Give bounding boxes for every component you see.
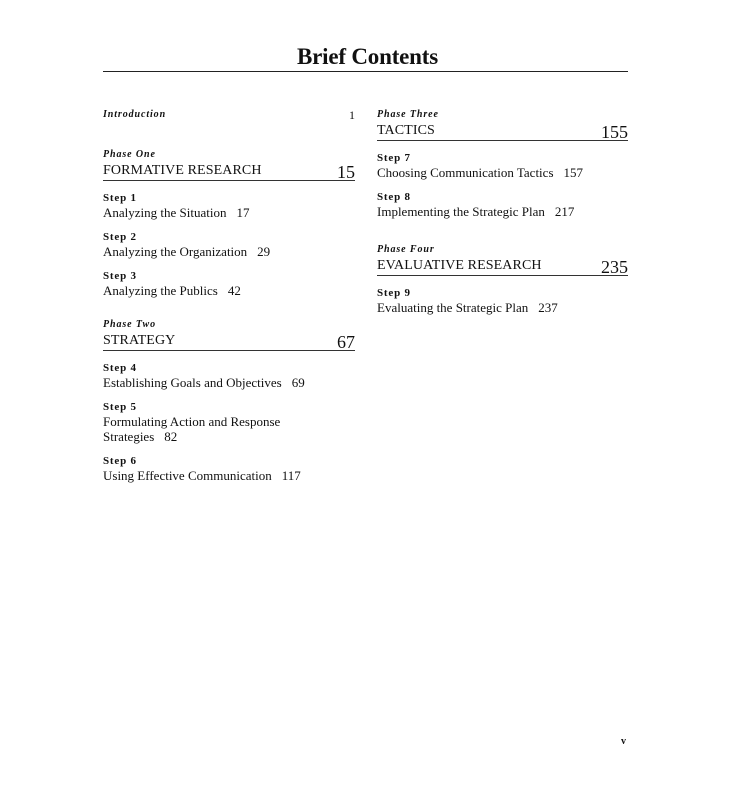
- phase-page: 155: [601, 122, 628, 142]
- step-entry[interactable]: [377, 286, 628, 315]
- step-page: 237: [538, 300, 558, 315]
- phase-page: 15: [337, 162, 355, 182]
- phase-label: Phase Four: [377, 244, 435, 255]
- phase-one-section: [103, 148, 355, 298]
- introduction-entry[interactable]: [103, 108, 355, 122]
- page-title: Brief Contents: [297, 44, 438, 69]
- step-entry[interactable]: [103, 400, 355, 444]
- step-entry[interactable]: [103, 269, 355, 298]
- phase-title: STRATEGY: [103, 333, 176, 348]
- phase-heading[interactable]: [103, 162, 355, 181]
- step-page: 17: [236, 205, 250, 220]
- step-title: Implementing the Strategic Plan: [377, 204, 545, 219]
- step-title: Using Effective Communication: [103, 468, 272, 483]
- step-title: Analyzing the Publics: [103, 283, 218, 298]
- page-number: v: [621, 736, 626, 747]
- phase-three-section: [377, 108, 628, 219]
- step-title: Strategies: [103, 429, 155, 444]
- step-title-line: Formulating Action and Response: [103, 414, 281, 429]
- step-page: 42: [227, 283, 241, 298]
- phase-label: Phase One: [103, 149, 156, 160]
- step-page: 29: [257, 244, 271, 259]
- introduction-page: 1: [349, 108, 355, 122]
- step-label: Step 3: [103, 270, 137, 282]
- phase-heading[interactable]: [103, 332, 355, 351]
- phase-page: 67: [337, 332, 355, 352]
- step-label: Step 9: [377, 287, 411, 299]
- phase-label: Phase Two: [103, 319, 157, 330]
- contents-right-column: [377, 108, 628, 315]
- phase-two-section: [103, 318, 355, 483]
- step-title: Establishing Goals and Objectives: [103, 375, 282, 390]
- step-entry[interactable]: [103, 454, 355, 483]
- step-entry[interactable]: [377, 151, 628, 180]
- phase-page: 235: [601, 257, 628, 277]
- step-label: Step 4: [103, 362, 137, 374]
- phase-heading[interactable]: [377, 257, 628, 276]
- step-entry[interactable]: [377, 190, 628, 219]
- step-page: 82: [164, 429, 178, 444]
- phase-title: EVALUATIVE RESEARCH: [377, 258, 542, 273]
- phase-title: TACTICS: [377, 123, 435, 138]
- step-label: Step 2: [103, 231, 137, 243]
- step-page: 217: [554, 204, 575, 219]
- step-entry[interactable]: [103, 361, 355, 390]
- step-page: 157: [563, 165, 584, 180]
- title-rule: [103, 71, 628, 72]
- step-title: Evaluating the Strategic Plan: [377, 300, 529, 315]
- phase-title: FORMATIVE RESEARCH: [103, 163, 262, 178]
- step-entry[interactable]: [103, 191, 355, 220]
- step-label: Step 7: [377, 152, 411, 164]
- step-title: Choosing Communication Tactics: [377, 165, 554, 180]
- step-label: Step 6: [103, 455, 137, 467]
- contents-left-column: [103, 108, 355, 483]
- step-title: Analyzing the Situation: [103, 205, 227, 220]
- step-title: Analyzing the Organization: [103, 244, 248, 259]
- step-page: 117: [281, 468, 301, 483]
- phase-heading[interactable]: [377, 122, 628, 141]
- step-page: 69: [291, 375, 305, 390]
- phase-four-section: [377, 243, 628, 315]
- step-entry[interactable]: [103, 230, 355, 259]
- introduction-label: Introduction: [103, 109, 167, 120]
- step-label: Step 1: [103, 192, 137, 204]
- step-label: Step 8: [377, 191, 411, 203]
- step-label: Step 5: [103, 401, 137, 413]
- phase-label: Phase Three: [377, 109, 439, 120]
